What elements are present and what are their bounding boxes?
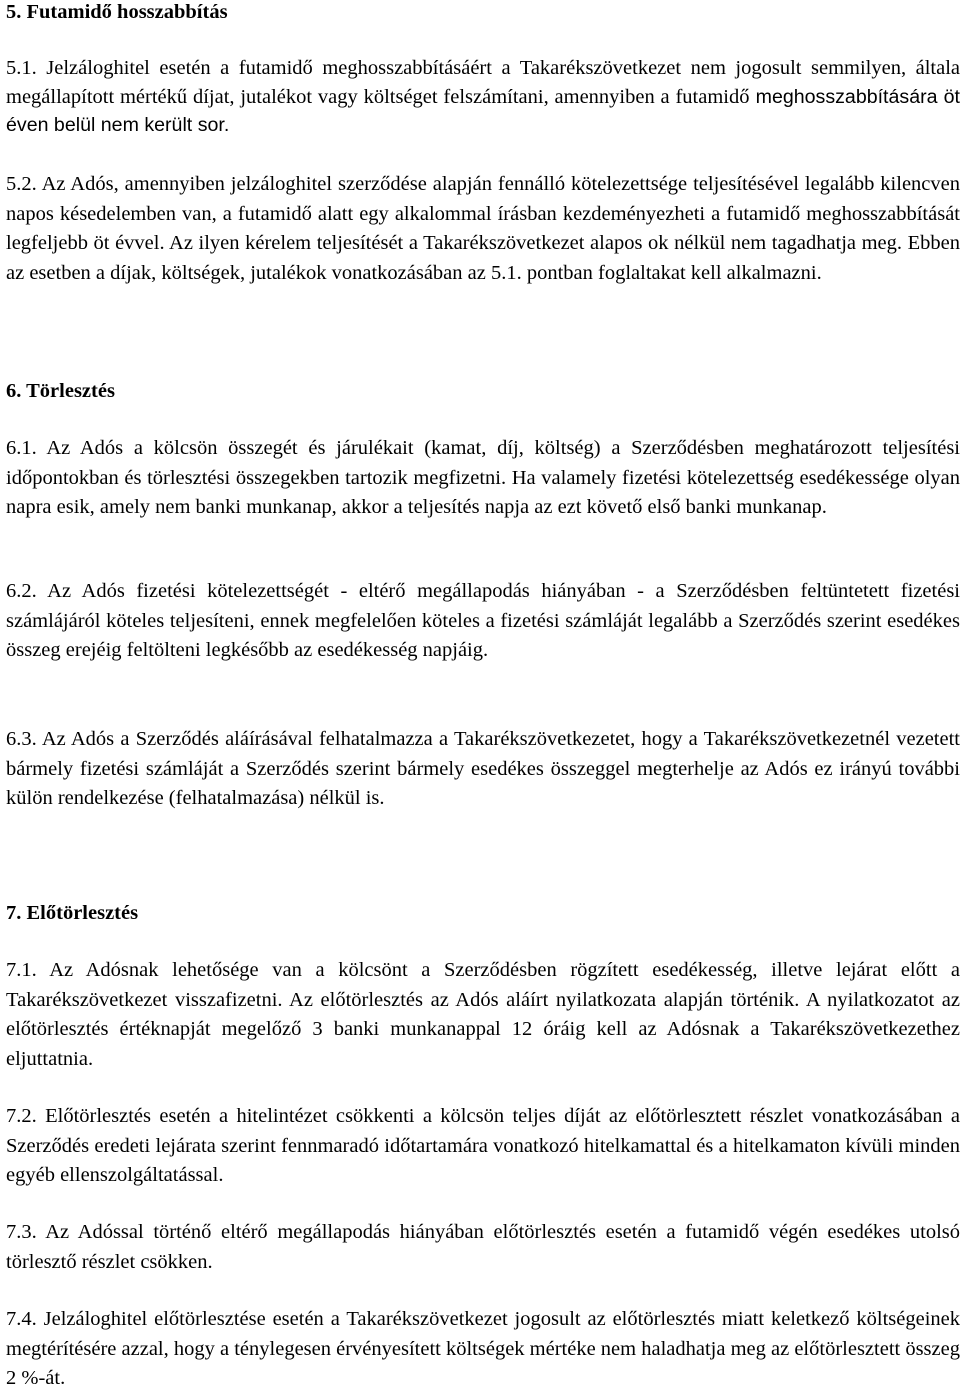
paragraph-5-1-serif-text: 5.1. Jelzáloghitel esetén a futamidő meghosszabbításáért a Takarékszövetkezet nem jogosult semmilyen, általa megállapított mértékű díjat, jutalékot vagy költséget felszámítani, amennyiben a futamidő — [6, 57, 960, 108]
paragraph-5-1-sans-text: meghosszabbítására öt éven belül nem került sor. — [6, 85, 960, 136]
paragraph-7-4: 7.4. Jelzáloghitel előtörlesztése esetén a Takarékszövetkezet jogosult az előtörlesztés miatt keletkező költségeinek megtérítésére azzal, hogy a ténylegesen érvényesített költségek mértéke nem haladhatja meg az előtörlesztett összeg 2 %-át. — [6, 1308, 960, 1389]
section-heading-elotorlesztes: 7. Előtörlesztés — [6, 902, 139, 924]
paragraph-5-2: 5.2. Az Adós, amennyiben jelzáloghitel szerződése alapján fennálló kötelezettsége teljesítésével legalább kilencven napos késedelemben van, a futamidő alatt egy alkalommal írásban kezdeményezheti a futamidő meghosszabbítását legfeljebb öt évvel. Az ilyen kérelem teljesítését a Takarékszövetkezet alapos ok nélkül nem tagadhatja meg. Ebben az esetben a díjak, költségek, jutalékok vonatkozásában az 5.1. pontban foglaltakat kell alkalmazni. — [6, 173, 960, 284]
paragraph-6-2: 6.2. Az Adós fizetési kötelezettségét - eltérő megállapodás hiányában - a Szerződésben feltüntetett fizetési számlájáról köteles teljesíteni, ennek megfelelően köteles a fizetési számláját legalább a Szerződés szerint esedékes összeg erejéig feltölteni legkésőbb az esedékesség napjáig. — [6, 580, 960, 661]
section-heading-futamido-hosszabbitas: 5. Futamidő hosszabbítás — [6, 1, 228, 23]
section-heading-torlesztes: 6. Törlesztés — [6, 380, 115, 402]
paragraph-5-1 — [6, 54, 960, 140]
paragraph-6-1: 6.1. Az Adós a kölcsön összegét és járulékait (kamat, díj, költség) a Szerződésben meghatározott teljesítési időpontokban és törlesztési összegekben tartozik megfizetni. Ha valamely fizetési kötelezettség esedékessége olyan napra esik, amely nem banki munkanap, akkor a teljesítés napja az ezt követő első banki munkanap. — [6, 437, 960, 518]
paragraph-7-3: 7.3. Az Adóssal történő eltérő megállapodás hiányában előtörlesztés esetén a futamidő végén esedékes utolsó törlesztő részlet csökken. — [6, 1221, 960, 1273]
paragraph-6-3: 6.3. Az Adós a Szerződés aláírásával felhatalmazza a Takarékszövetkezetet, hogy a Takarékszövetkezetnél vezetett bármely fizetési számláját a Szerződés szerint bármely esedékes összeggel megterhelje az Adós ez irányú további külön rendelkezése (felhatalmazása) nélkül is. — [6, 728, 960, 809]
paragraph-7-1: 7.1. Az Adósnak lehetősége van a kölcsönt a Szerződésben rögzített esedékesség, illetve lejárat előtt a Takarékszövetkezet visszafizetni. Az előtörlesztés az Adós aláírt nyilatkozata alapján történik. A nyilatkozatot az előtörlesztés értéknapját megelőző 3 banki munkanappal 12 óráig kell az Adósnak a Takarékszövetkezethez eljuttatnia. — [6, 959, 960, 1070]
paragraph-7-2: 7.2. Előtörlesztés esetén a hitelintézet csökkenti a kölcsön teljes díját az előtörlesztett részlet vonatkozásában a Szerződés eredeti lejárata szerint fennmaradó időtartamára vonatkozó hitelkamattal és a hitelkamaton kívüli minden egyéb ellenszolgáltatással. — [6, 1105, 960, 1186]
